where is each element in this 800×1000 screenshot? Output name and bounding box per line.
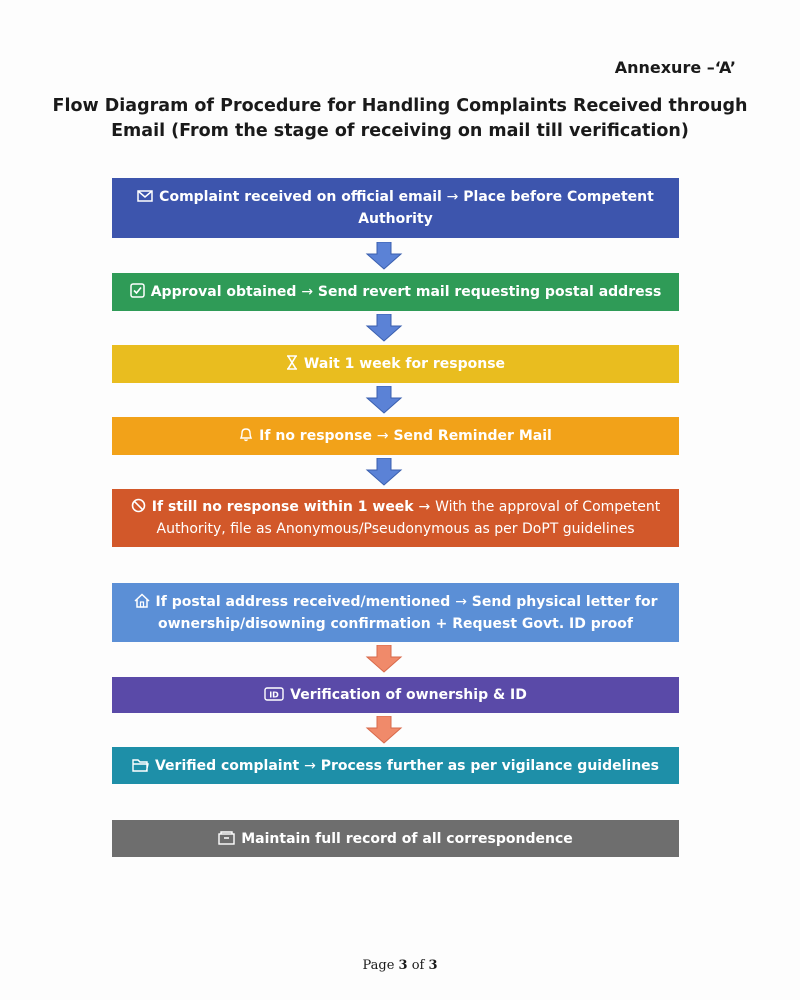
step-1-text-a: Complaint received on official email bbox=[159, 189, 442, 205]
page-current: 3 bbox=[398, 958, 408, 973]
step-7-box bbox=[112, 677, 679, 713]
step-6-text-line2: ownership/disowning confirmation + Request Govt. ID proof bbox=[158, 615, 633, 632]
arrow-glyph: → bbox=[455, 593, 467, 610]
step-9-box bbox=[112, 820, 679, 857]
down-arrow-3 bbox=[365, 386, 403, 414]
checkbox-icon bbox=[130, 283, 145, 298]
folder-icon bbox=[132, 758, 149, 772]
step-8-text-b: Process further as per vigilance guidelines bbox=[320, 757, 660, 774]
step-8-box bbox=[112, 747, 679, 784]
step-1-text-b: Place before Competent bbox=[463, 189, 654, 205]
step-3-box bbox=[112, 345, 679, 383]
step-4-text-b: Send Reminder Mail bbox=[393, 428, 552, 444]
bell-icon bbox=[239, 427, 253, 442]
step-4-box bbox=[112, 417, 679, 455]
step-5-box bbox=[112, 489, 679, 547]
svg-text:ID: ID bbox=[269, 690, 279, 700]
step-3-text: Wait 1 week for response bbox=[303, 356, 506, 372]
arrow-glyph: → bbox=[446, 189, 459, 205]
id-card-icon bbox=[264, 687, 284, 701]
step-2-box bbox=[112, 273, 679, 311]
step-6-text-b: Send physical letter for bbox=[471, 593, 658, 610]
down-arrow-4 bbox=[365, 458, 403, 486]
step-9-text: Maintain full record of all correspondence bbox=[241, 830, 573, 847]
page-middle: of bbox=[407, 958, 429, 973]
step-7-text: Verification of ownership & ID bbox=[290, 687, 527, 703]
annexure-label: Annexure –‘A’ bbox=[614, 58, 736, 77]
prohibited-icon bbox=[131, 498, 146, 513]
envelope-icon bbox=[137, 189, 153, 203]
step-2-text-a: Approval obtained bbox=[150, 284, 297, 300]
arrow-glyph: → bbox=[304, 757, 316, 774]
hourglass-icon bbox=[286, 355, 298, 370]
step-1-text-line2: Authority bbox=[358, 211, 433, 227]
page-number bbox=[0, 958, 800, 973]
down-arrow-1 bbox=[365, 242, 403, 270]
step-1-box bbox=[112, 178, 679, 238]
down-arrow-5 bbox=[365, 645, 403, 673]
step-5-text-b: With the approval of Competent bbox=[435, 499, 661, 515]
page-title bbox=[50, 94, 750, 144]
step-5-text-line2: Authority, file as Anonymous/Pseudonymous as per DoPT guidelines bbox=[156, 521, 635, 537]
page-total: 3 bbox=[428, 958, 438, 973]
arrow-glyph: → bbox=[301, 284, 314, 300]
step-5-text-a: If still no response within 1 week bbox=[151, 499, 414, 515]
house-icon bbox=[134, 593, 150, 608]
step-6-text-a: If postal address received/mentioned bbox=[155, 593, 451, 610]
arrow-glyph: → bbox=[418, 499, 431, 515]
archive-icon bbox=[218, 831, 235, 845]
down-arrow-2 bbox=[365, 314, 403, 342]
title-line-2: Email (From the stage of receiving on mail till verification) bbox=[111, 121, 689, 141]
step-2-text-b: Send revert mail requesting postal address bbox=[317, 284, 662, 300]
page-prefix: Page bbox=[362, 958, 399, 973]
step-4-text-a: If no response bbox=[259, 428, 372, 444]
arrow-glyph: → bbox=[376, 428, 389, 444]
down-arrow-6 bbox=[365, 716, 403, 744]
title-line-1: Flow Diagram of Procedure for Handling Complaints Received through bbox=[52, 96, 748, 116]
step-8-text-a: Verified complaint bbox=[154, 757, 300, 774]
step-6-box bbox=[112, 583, 679, 642]
